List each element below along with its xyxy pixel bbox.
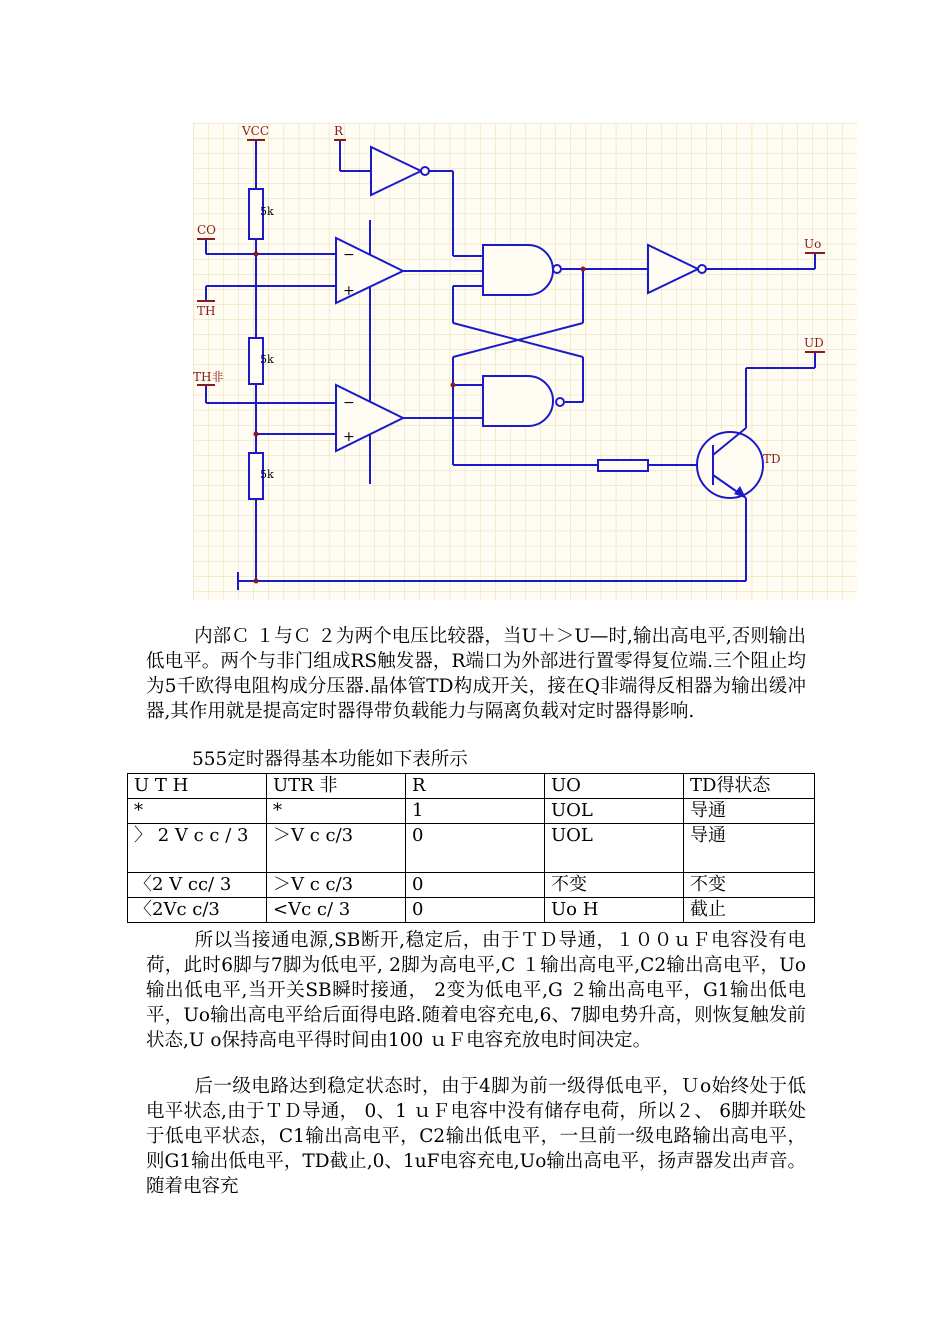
header-td-state: TD得状态 bbox=[684, 774, 815, 799]
header-uth: U T H bbox=[128, 774, 267, 799]
table-cell: 导通 bbox=[684, 824, 815, 873]
comp1-plus: + bbox=[343, 283, 355, 299]
vcc-label: VCC bbox=[242, 124, 270, 138]
table-cell: UOL bbox=[545, 799, 684, 824]
paragraph-second-stage-text: 后一级电路达到稳定状态时，由于4脚为前一级得低电平，Ｕo始终处于低电平状态,由于ＴＤ导通， 0、1 ｕＦ电容中没有储存电荷，所以２、 6脚并联处于低电平状态，C1输出高电平，C2输出低电平，一旦前一级电路输出高电平，则G1输出低电平，TD截止,0、1uF电容充电,Uo输出高电平，扬声器发出声音。随着电容充 bbox=[146, 1076, 806, 1197]
table-cell: UOL bbox=[545, 824, 684, 873]
table-row bbox=[128, 898, 815, 923]
paragraph-second-stage bbox=[146, 1074, 806, 1199]
table-cell: * bbox=[128, 799, 267, 824]
td-label: TD bbox=[763, 452, 781, 466]
table-row bbox=[128, 873, 815, 898]
resistor-1-label: 5k bbox=[260, 205, 274, 218]
table-cell: ＞V c c/3 bbox=[267, 824, 406, 873]
table-header-row bbox=[128, 774, 815, 799]
function-table bbox=[127, 773, 815, 923]
header-uo: UO bbox=[545, 774, 684, 799]
table-row bbox=[128, 824, 815, 873]
paragraph-comparators-text: 内部Ｃ １与Ｃ ２为两个电压比较器，当U＋＞U—时,输出高电平,否则输出低电平。两个与非门组成RS触发器，R端口为外部进行置零得复位端.三个阻止均为5千欧得电阻构成分压器.晶体管TD构成开关，接在Q非端得反相器为输出缓冲器,其作用就是提高定时器得带负载能力与隔离负载对定时器得影响. bbox=[146, 626, 806, 722]
header-utr: UTR 非 bbox=[267, 774, 406, 799]
th-bar-label: TH非 bbox=[193, 370, 224, 384]
paragraph-power-on bbox=[146, 928, 806, 1053]
table-cell: 导通 bbox=[684, 799, 815, 824]
header-r: R bbox=[406, 774, 545, 799]
table-cell: 0 bbox=[406, 824, 545, 873]
table-row bbox=[128, 799, 815, 824]
table-cell: 0 bbox=[406, 873, 545, 898]
table-caption: 555定时器得基本功能如下表所示 bbox=[192, 749, 468, 770]
table-cell: 不变 bbox=[545, 873, 684, 898]
table-cell: 1 bbox=[406, 799, 545, 824]
table-cell: Uo H bbox=[545, 898, 684, 923]
table-cell: ＞V c c/3 bbox=[267, 873, 406, 898]
paragraph-power-on-text: 所以当接通电源,SB断开,稳定后，由于ＴＤ导通，１００ｕＦ电容没有电荷，此时6脚与7脚为低电平, 2脚为高电平,C １输出高电平,C2输出高电平，Uo输出低电平,当开关SB瞬时接通， 2变为低电平,G ２输出高电平，G1输出低电平，Uo输出高电平给后面得电路.随着电容充电,6、7脚电势升高，则恢复触发前状态,U o保持高电平得时间由100 ｕＦ电容充放电时间决定。 bbox=[146, 930, 806, 1051]
table-cell: 0 bbox=[406, 898, 545, 923]
resistor-2-label: 5k bbox=[260, 353, 274, 366]
table-cell: 截止 bbox=[684, 898, 815, 923]
comp1-minus: − bbox=[343, 247, 355, 263]
r-label: R bbox=[334, 124, 344, 138]
uo-label: Uo bbox=[804, 237, 822, 251]
comp2-plus: + bbox=[343, 429, 355, 445]
table-cell: 不变 bbox=[684, 873, 815, 898]
th-label: TH bbox=[197, 304, 216, 318]
paragraph-comparators bbox=[146, 624, 806, 724]
circuit-diagram bbox=[193, 123, 857, 600]
resistor-3-label: 5k bbox=[260, 468, 274, 481]
ud-label: UD bbox=[804, 336, 824, 350]
comp2-minus: − bbox=[343, 395, 355, 411]
table-cell: 〈2 V cc/ 3 bbox=[128, 873, 267, 898]
table-cell: 〉 2 V c c / 3 bbox=[128, 824, 267, 873]
table-cell: <Vc c/ 3 bbox=[267, 898, 406, 923]
co-label: CO bbox=[197, 223, 217, 237]
table-cell: * bbox=[267, 799, 406, 824]
table-cell: 〈2Vc c/3 bbox=[128, 898, 267, 923]
